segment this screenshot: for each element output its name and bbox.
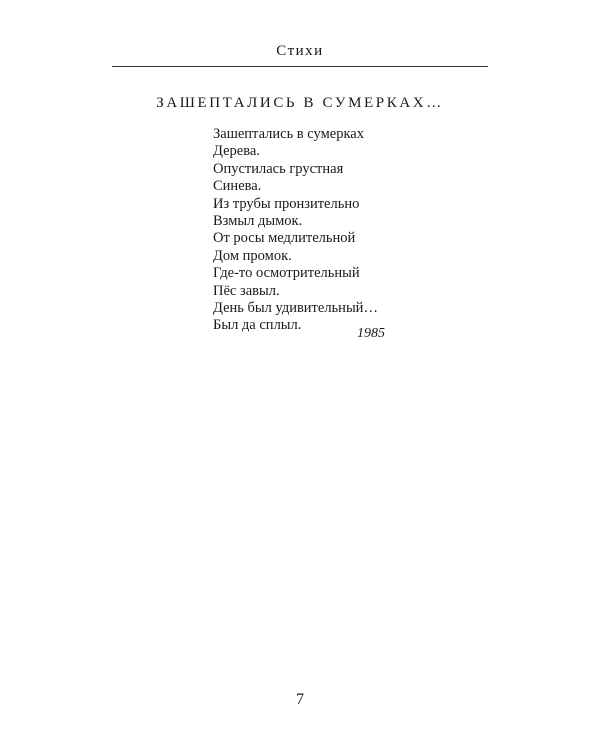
poem-title: ЗАШЕПТАЛИСЬ В СУМЕРКАХ… [156, 95, 444, 111]
poem-line: Зашептались в сумерках [213, 126, 364, 142]
poem-line: Где-то осмотрительный [213, 265, 360, 282]
page-number: 7 [296, 691, 304, 708]
poem-line: Пёс завыл. [213, 282, 280, 299]
poem-line: Взмыл дымок. [213, 212, 303, 229]
poem-date: 1985 [357, 326, 385, 341]
poem-line: Из трубы пронзительно [213, 195, 360, 212]
poem-line: Синева. [213, 178, 262, 195]
running-head: Стихи [276, 43, 324, 59]
poem-body [213, 126, 433, 335]
poem-line: День был удивительный… [213, 299, 378, 316]
poem-line: Дом промок. [213, 247, 292, 264]
poem-line: Был да сплыл. [213, 317, 302, 334]
poem-line: От росы медлительной [213, 230, 356, 247]
header-divider [112, 66, 488, 67]
poem-line: Дерева. [213, 143, 260, 160]
poem-line: Опустилась грустная [213, 160, 344, 177]
